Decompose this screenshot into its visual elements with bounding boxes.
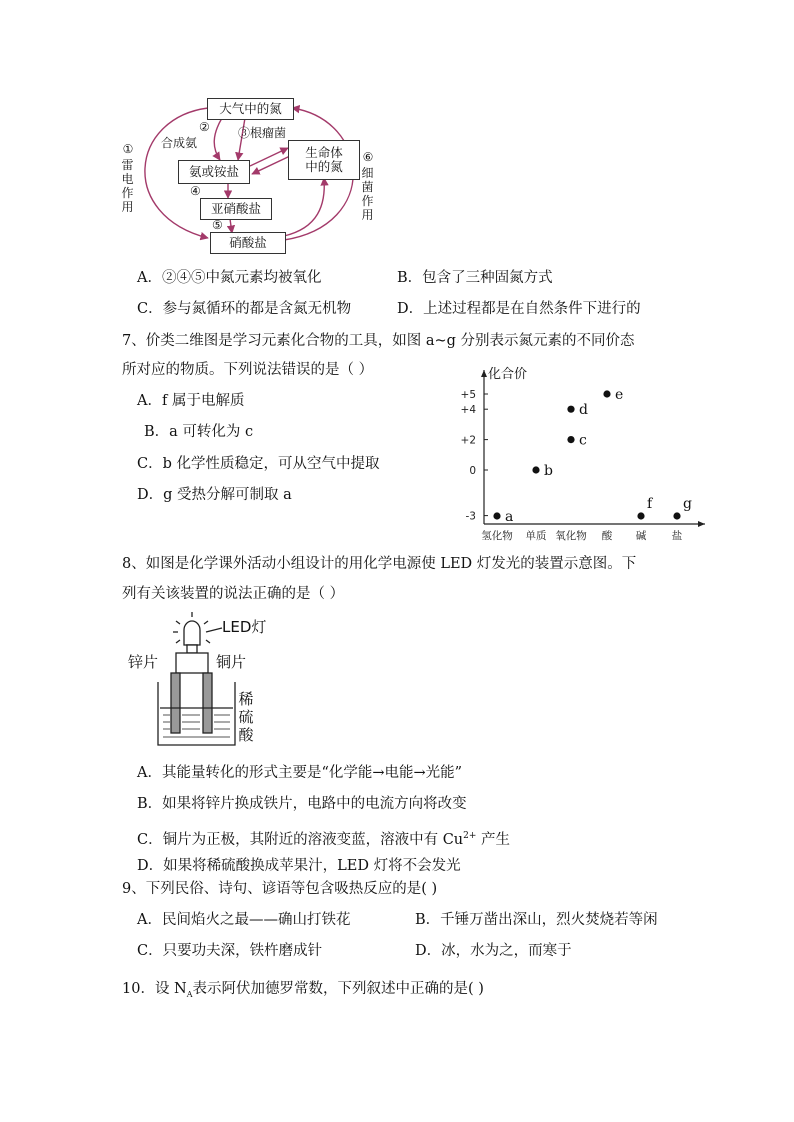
zinc-label: 锌片 xyxy=(128,653,159,671)
y-tick-label: 0 xyxy=(469,465,476,477)
atmosphere-nitrogen-label: 大气中的氮 xyxy=(219,101,282,116)
step1-number: ① xyxy=(122,142,134,156)
q9-stem: 9、下列民俗、诗句、谚语等包含吸热反应的是( ) xyxy=(122,881,438,897)
x-tick-label: 氢化物 xyxy=(481,530,513,542)
q7-option-b: B．a 可转化为 c xyxy=(144,424,254,440)
x-tick-label: 单质 xyxy=(525,530,547,542)
step2-text: 合成氨 xyxy=(161,136,198,150)
step2-number: ② xyxy=(199,120,210,134)
data-label-e: e xyxy=(615,387,624,403)
q6-option-d: D．上述过程都是在自然条件下进行的 xyxy=(397,301,641,317)
q9-option-c: C．只要功夫深，铁杵磨成针 xyxy=(137,943,323,959)
ammonia-label: 氨或铵盐 xyxy=(188,164,239,179)
led-label: LED灯 xyxy=(222,618,267,636)
q7-option-c: C．b 化学性质稳定，可从空气中提取 xyxy=(137,456,380,472)
organism-label-2: 中的氮 xyxy=(305,159,343,174)
q10-stem-post: 表示阿伏加德罗常数，下列叙述中正确的是( ) xyxy=(192,981,484,997)
step6-number: ⑥ xyxy=(362,150,374,164)
data-label-g: g xyxy=(683,496,692,512)
data-label-b: b xyxy=(544,463,553,479)
q8-option-b: B．如果将锌片换成铁片，电路中的电流方向将改变 xyxy=(137,796,467,812)
data-label-a: a xyxy=(505,509,514,525)
q8-option-c-text: C．铜片为正极，其附近的溶液变蓝，溶液中有 Cu xyxy=(137,831,464,848)
y-axis-label: 化合价 xyxy=(488,367,528,382)
q8-option-a: A．其能量转化的形式主要是“化学能→电能→光能” xyxy=(137,765,463,781)
q10-stem-pre: 10．设 N xyxy=(122,981,187,997)
x-tick-label: 酸 xyxy=(601,530,613,542)
q10-stem xyxy=(122,979,484,1005)
y-tick-label: +5 xyxy=(460,389,476,401)
data-label-d: d xyxy=(579,402,588,419)
nitrite-label: 亚硝酸盐 xyxy=(210,201,261,216)
step4-label: ④ xyxy=(190,184,201,198)
nitrate-label: 硝酸盐 xyxy=(229,235,267,250)
q8-option-c xyxy=(137,826,510,850)
q8-option-c-tail: 产生 xyxy=(476,831,511,848)
q6-option-b: B．包含了三种固氮方式 xyxy=(397,270,553,286)
step6-text: 细菌作用 xyxy=(361,166,374,222)
y-tick-label: +4 xyxy=(460,404,476,417)
data-label-f: f xyxy=(647,496,653,512)
q9-option-d: D．冰，水为之，而寒于 xyxy=(415,943,572,959)
data-label-c: c xyxy=(579,432,587,449)
q7-option-a: A．f 属于电解质 xyxy=(137,393,245,409)
x-tick-label: 氧化物 xyxy=(555,530,587,542)
step5-label: ⑤ xyxy=(212,218,223,232)
x-tick-label: 盐 xyxy=(671,530,683,542)
q8-option-c-charge: 2+ xyxy=(463,831,477,841)
q8-stem-line1: 8、如图是化学课外活动小组设计的用化学电源使 LED 灯发光的装置示意图。下 xyxy=(122,556,637,572)
copper-label: 铜片 xyxy=(216,653,247,671)
step1-text: 雷电作用 xyxy=(121,158,134,214)
x-tick-label: 碱 xyxy=(635,530,647,542)
q7-stem-line2: 所对应的物质。下列说法错误的是（ ） xyxy=(122,362,374,378)
acid-label: 稀硫酸 xyxy=(238,690,254,744)
q6-option-a: A．②④⑤中氮元素均被氧化 xyxy=(137,270,322,286)
q8-option-d: D．如果将稀硫酸换成苹果汁，LED 灯将不会发光 xyxy=(137,858,461,874)
q10-stem-subscript: A xyxy=(186,989,193,999)
q6-option-c: C．参与氮循环的都是含氮无机物 xyxy=(137,301,352,317)
q8-stem-line2: 列有关该装置的说法正确的是（ ） xyxy=(122,586,345,602)
q9-option-b: B．千锤万凿出深山，烈火焚烧若等闲 xyxy=(415,912,658,928)
q9-option-a: A．民间焰火之最——确山打铁花 xyxy=(137,912,351,928)
q7-stem-line1: 7、价类二维图是学习元素化合物的工具，如图 a~g 分别表示氮元素的不同价态 xyxy=(122,333,635,349)
step3-label: ③根瘤菌 xyxy=(238,126,287,140)
organism-label-1: 生命体 xyxy=(305,145,343,160)
y-tick-label: +2 xyxy=(460,434,476,447)
q7-option-d: D．g 受热分解可制取 a xyxy=(137,487,292,503)
y-tick-label: -3 xyxy=(465,510,476,523)
